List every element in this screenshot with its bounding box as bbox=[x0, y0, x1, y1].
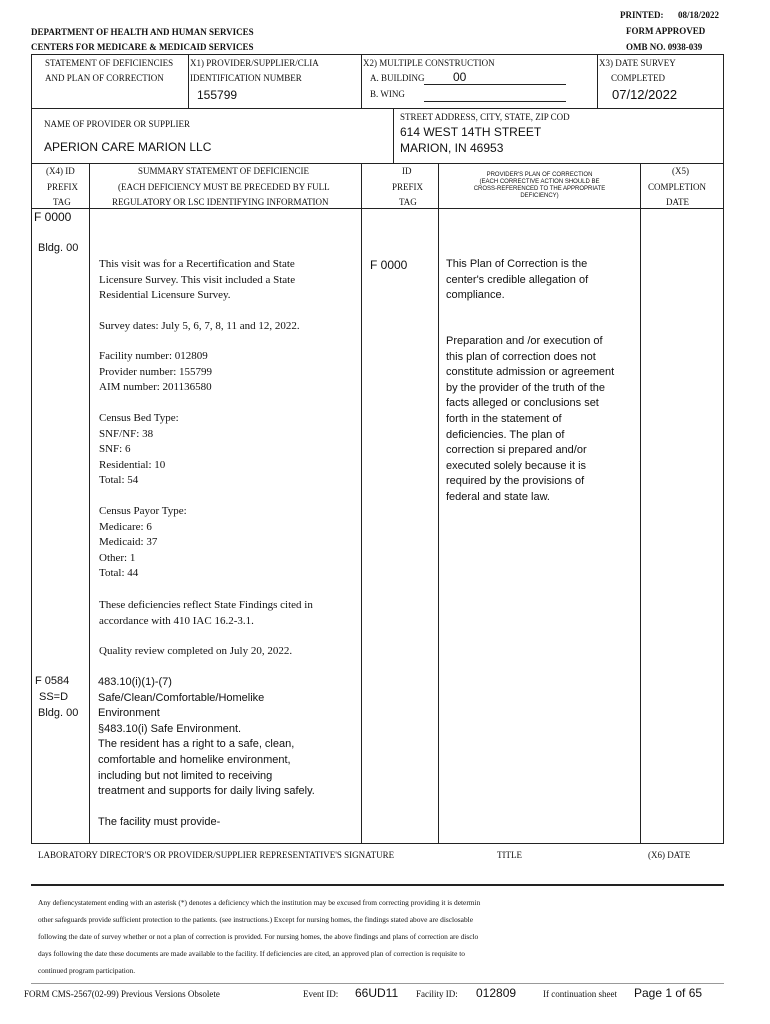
x1-label-2: IDENTIFICATION NUMBER bbox=[190, 73, 302, 83]
omb-number: OMB NO. 0938-039 bbox=[626, 42, 703, 52]
bldg-label-1: Bldg. 00 bbox=[38, 242, 79, 254]
summary-header-2: (EACH DEFICIENCY MUST BE PRECEDED BY FULL bbox=[118, 182, 330, 192]
survey-completed-date: 07/12/2022 bbox=[612, 87, 678, 102]
x5-header-1: (X5) bbox=[672, 166, 689, 176]
plan-header-2: (EACH CORRECTIVE ACTION SHOULD BE bbox=[479, 179, 600, 185]
poc-allegation: This Plan of Correction is the center's credible allegation of compliance. bbox=[446, 258, 589, 302]
census-bed-type: Census Bed Type: SNF/NF: 38 SNF: 6 Residential: 10 Total: 54 bbox=[99, 412, 179, 487]
continuation-label: If continuation sheet bbox=[543, 989, 617, 999]
quality-review: Quality review completed on July 20, 2022. bbox=[99, 645, 293, 657]
provider-name: APERION CARE MARION LLC bbox=[44, 140, 212, 154]
summary-header-1: SUMMARY STATEMENT OF DEFICIENCIE bbox=[138, 166, 310, 176]
x5-header-2: COMPLETION bbox=[648, 182, 706, 192]
survey-intro: This visit was for a Recertification and State Licensure Survey. This visit included a State Residential Licensure Survey. bbox=[99, 258, 296, 302]
x4-header-1: (X4) ID bbox=[46, 166, 75, 176]
event-id-label: Event ID: bbox=[303, 989, 339, 999]
x6-date-label: (X6) DATE bbox=[648, 850, 691, 860]
tag-f0000: F 0000 bbox=[34, 210, 72, 224]
plan-header-4: DEFICIENCY) bbox=[520, 193, 559, 199]
x3-label-1: X3) DATE SURVEY bbox=[599, 58, 676, 68]
poc-disclaimer: Preparation and /or execution of this plan of correction does not constitute admission or agreement by the provider of the truth of the facts alleged or conclusions set forth in the statement of deficiencies. The plan of correction si prepared and/or executed solely because it is required by the provisions of federal and state law. bbox=[446, 335, 615, 503]
disclaimer-line-3: following the date of survey whether or not a plan of correction is provided. For nursing homes, the above findings and plans of correction are disclo bbox=[38, 932, 479, 941]
disclaimer-line-2: other safeguards provide sufficient protection to the patients. (see instructions.) Except for nursing homes, the findings stated above are disclosable bbox=[38, 915, 473, 924]
wing-label: B. WING bbox=[370, 89, 405, 99]
plan-header-1: PROVIDER'S PLAN OF CORRECTION bbox=[486, 172, 593, 178]
statement-label-2: AND PLAN OF CORRECTION bbox=[45, 73, 164, 83]
building-label: A. BUILDING bbox=[370, 73, 425, 83]
address-line-2: MARION, IN 46953 bbox=[400, 141, 504, 155]
centers-name: CENTERS FOR MEDICARE & MEDICAID SERVICES bbox=[31, 42, 254, 52]
facility-numbers: Facility number: 012809 Provider number: 155799 AIM number: 201136580 bbox=[99, 350, 213, 394]
provider-name-label: NAME OF PROVIDER OR SUPPLIER bbox=[44, 119, 191, 129]
tag-f0584: F 0584 bbox=[35, 675, 70, 687]
bldg-label-2: Bldg. 00 bbox=[38, 707, 79, 719]
department-name: DEPARTMENT OF HEALTH AND HUMAN SERVICES bbox=[31, 27, 254, 37]
statement-label-1: STATEMENT OF DEFICIENCIES bbox=[45, 58, 174, 68]
form-number: FORM CMS-2567(02-99) Previous Versions Obsolete bbox=[24, 989, 220, 999]
x2-label: X2) MULTIPLE CONSTRUCTION bbox=[363, 58, 495, 68]
x3-label-2: COMPLETED bbox=[611, 73, 665, 83]
building-value: 00 bbox=[453, 70, 467, 84]
printed-label: PRINTED: bbox=[620, 10, 664, 20]
disclaimer-line-1: Any defiencystatement ending with an asterisk (*) denotes a deficiency which the institution may be excused from correcting providing it is determin bbox=[38, 898, 481, 907]
survey-dates: Survey dates: July 5, 6, 7, 8, 11 and 12, 2022. bbox=[99, 320, 300, 332]
disclaimer-line-4: days following the date these documents are made available to the facility. If deficiencies are cited, an approved plan of correction is requisite to bbox=[38, 949, 465, 958]
plan-header-3: CROSS-REFERENCED TO THE APPROPRIATE bbox=[473, 186, 606, 192]
id-header-2: PREFIX bbox=[392, 182, 424, 192]
event-id-value: 66UD11 bbox=[355, 986, 399, 1000]
x4-header-2: PREFIX bbox=[47, 182, 79, 192]
id-header-3: TAG bbox=[399, 197, 417, 207]
title-label: TITLE bbox=[497, 850, 522, 860]
page-number: Page 1 of 65 bbox=[634, 986, 703, 1000]
printed-date: 08/18/2022 bbox=[678, 10, 720, 20]
summary-header-3: REGULATORY OR LSC IDENTIFYING INFORMATION bbox=[112, 197, 329, 207]
address-label: STREET ADDRESS, CITY, STATE, ZIP COD bbox=[400, 112, 570, 122]
disclaimer bbox=[38, 894, 728, 979]
deficiency-note: These deficiencies reflect State Findings cited in accordance with 410 IAC 16.2-3.1. bbox=[99, 599, 313, 627]
facility-must-provide: The facility must provide- bbox=[98, 816, 221, 828]
id-header-1: ID bbox=[402, 166, 412, 176]
scope-severity: SS=D bbox=[39, 691, 69, 703]
provider-number: 155799 bbox=[197, 88, 238, 102]
facility-id-label: Facility ID: bbox=[416, 989, 458, 999]
x5-header-3: DATE bbox=[666, 197, 689, 207]
census-payor-type: Census Payor Type: Medicare: 6 Medicaid: 37 Other: 1 Total: 44 bbox=[99, 505, 187, 580]
facility-id-value: 012809 bbox=[476, 986, 517, 1000]
address-line-1: 614 WEST 14TH STREET bbox=[400, 125, 542, 139]
right-tag-f0000: F 0000 bbox=[370, 258, 408, 272]
form-approved: FORM APPROVED bbox=[626, 26, 706, 36]
x1-label-1: X1) PROVIDER/SUPPLIER/CLIA bbox=[190, 58, 319, 68]
x4-header-3: TAG bbox=[53, 197, 71, 207]
plan-header bbox=[441, 172, 638, 200]
disclaimer-line-5: continued program participation. bbox=[38, 966, 136, 975]
f0584-text: 483.10(i)(1)-(7) Safe/Clean/Comfortable/Homelike Environment §483.10(i) Safe Environment. The resident has a right to a safe, clean, comfortable and homelike environment, including but not limited to receiving treatment and supports for daily living safely. bbox=[98, 676, 315, 798]
signature-label: LABORATORY DIRECTOR'S OR PROVIDER/SUPPLIER REPRESENTATIVE'S SIGNATURE bbox=[38, 850, 395, 860]
